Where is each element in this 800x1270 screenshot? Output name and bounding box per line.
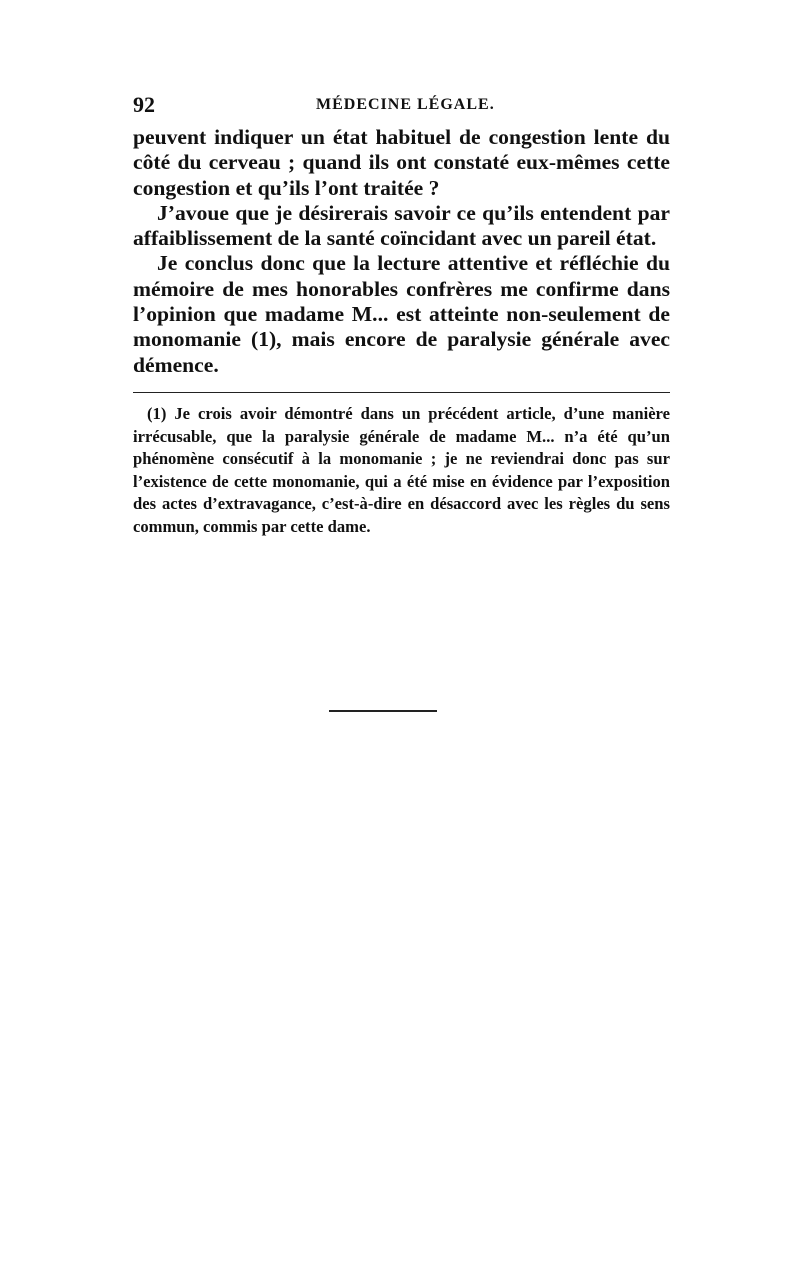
footnotes	[133, 403, 670, 539]
page-number: 92	[133, 92, 155, 117]
footnote: (1) Je crois avoir démontré dans un précédent article, d’une manière irrécusable, que la paralysie générale de madame M... n’a été qu’un phénomène consécutif à la monomanie ; je ne reviendrai donc pas sur l’existence de cette monomanie, qui a été mise en évidence par l’exposition des actes d’extravagance, c’est-à-dire en désaccord avec les règles du sens commun, commis par cette dame.	[133, 404, 670, 536]
paragraph: peuvent indiquer un état habituel de congestion lente du côté du cerveau ; quand ils ont constaté eux-mêmes cette congestion et qu’ils l’ont traitée ?	[133, 125, 670, 200]
paragraph: Je conclus donc que la lecture attentive et réfléchie du mémoire de mes honorables confrères me confirme dans l’opinion que madame M... est atteinte non-seulement de monomanie (1), mais encore de paralysie générale avec démence.	[133, 251, 670, 377]
page-header	[133, 92, 670, 122]
paragraph: J’avoue que je désirerais savoir ce qu’ils entendent par affaiblissement de la santé coïncidant avec un pareil état.	[133, 200, 670, 251]
running-head: MÉDECINE LÉGALE.	[316, 96, 495, 113]
footnote-divider	[133, 392, 670, 393]
end-rule	[329, 710, 437, 712]
body-text	[133, 125, 670, 378]
